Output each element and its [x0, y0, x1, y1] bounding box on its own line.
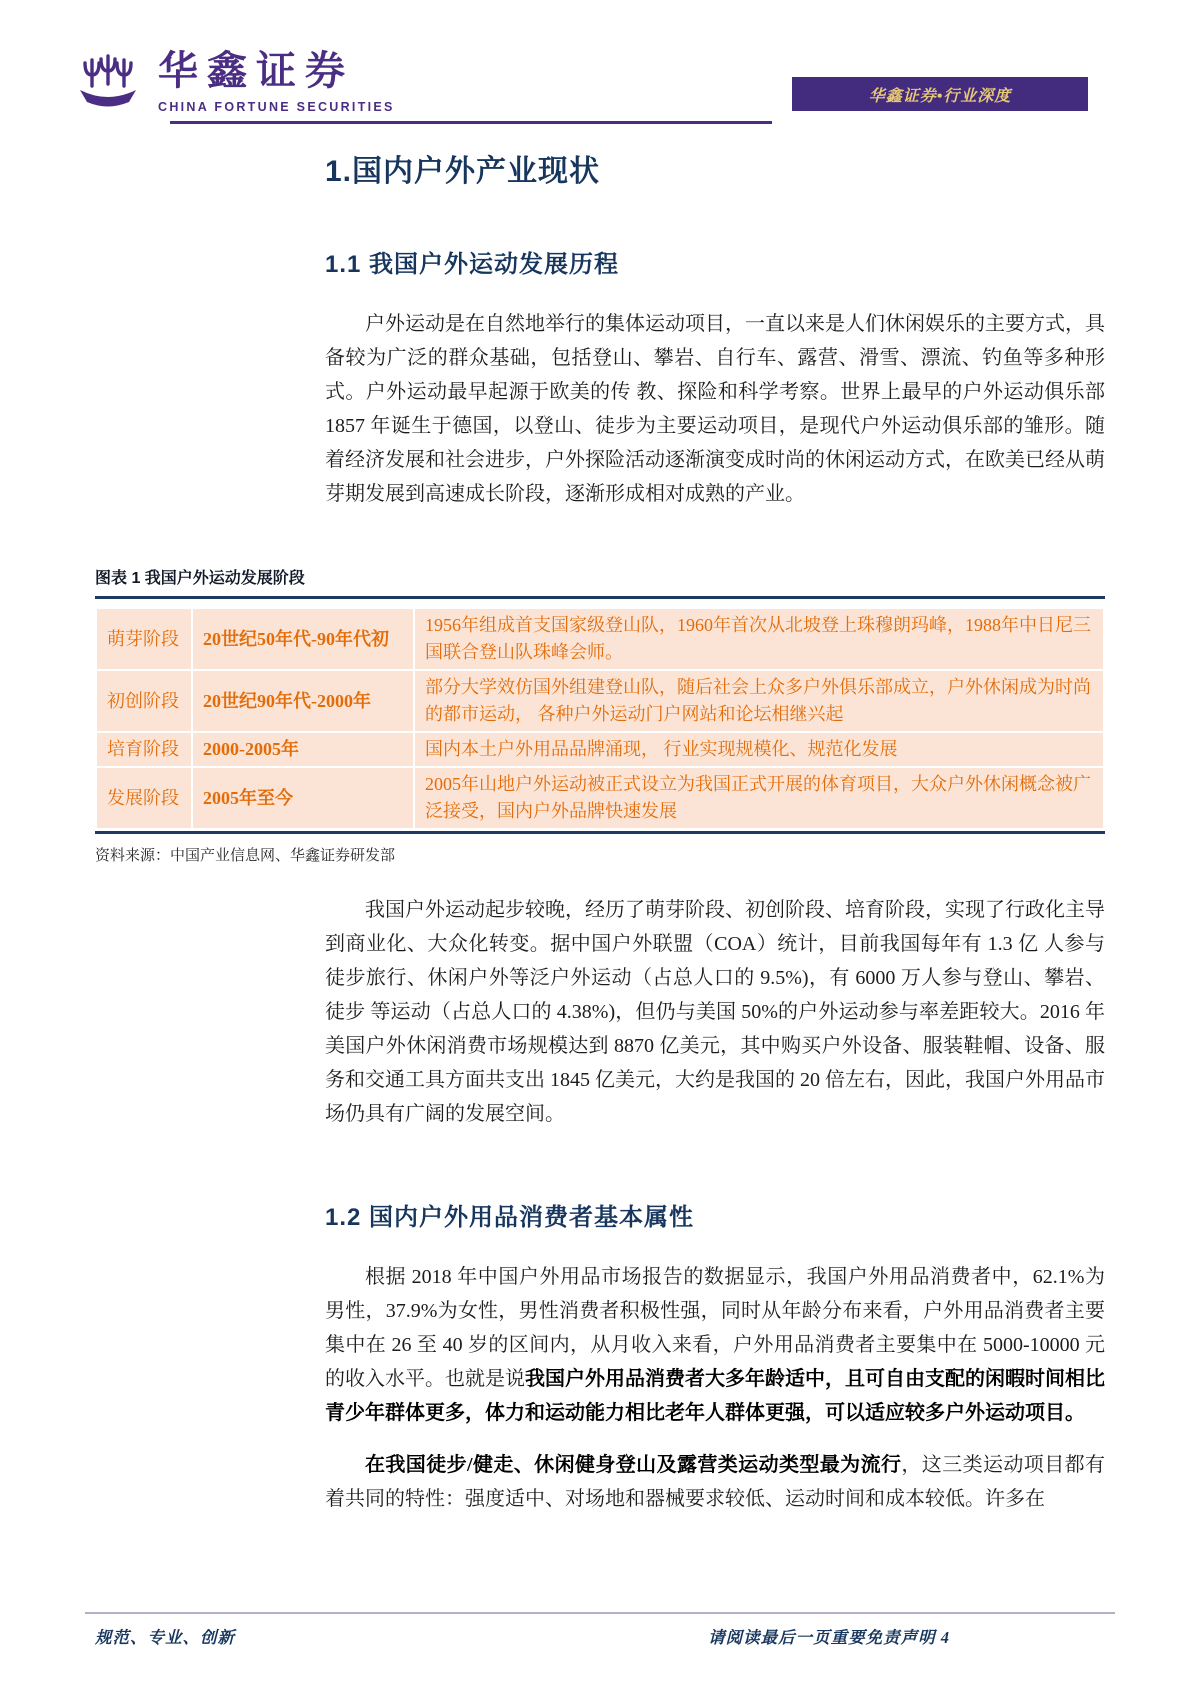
description-cell: 1956年组成首支国家级登山队，1960年首次从北坡登上珠穆朗玛峰，1988年中日尼三国联合登山队珠峰会师。: [414, 608, 1104, 670]
page-footer: [85, 1624, 1115, 1648]
development-stages-table: [95, 607, 1105, 830]
consumer-profile-text: 根据 2018 年中国户外用品市场报告的数据显示，我国户外用品消费者中，62.1%为男性，37.9%为女性，男性消费者积极性强，同时从年龄分布来看，户外用品消费者主要集中在 26 至 40 岁的区间内，从月收入来看，户外用品消费者主要集中在 5000-10000 元的收入水平。也就是说: [325, 1266, 1105, 1390]
period-cell: 2005年至今: [192, 767, 414, 829]
stage-cell: 萌芽阶段: [96, 608, 192, 670]
figure-1-caption: 图表 1 我国户外运动发展阶段: [95, 565, 1105, 599]
section-1-2-title: 1.2 国内户外用品消费者基本属性: [325, 1204, 695, 1231]
brand-name-en: CHINA FORTUNE SECURITIES: [158, 100, 395, 114]
period-cell: 20世纪90年代-2000年: [192, 670, 414, 732]
figure-1: [95, 565, 1105, 865]
stage-cell: 培育阶段: [96, 732, 192, 767]
paragraph-popular-sports: [325, 1448, 1105, 1516]
footer-slogan: 规范、专业、创新: [95, 1628, 235, 1647]
popular-sports-emphasis: 在我国徒步/健走、休闲健身登山及露营类运动类型最为流行: [365, 1454, 902, 1476]
table-row: [96, 608, 1104, 670]
chapter-title: 1.国内户外产业现状: [325, 155, 601, 188]
table-row: [96, 670, 1104, 732]
paragraph-statistics: 我国户外运动起步较晚，经历了萌芽阶段、初创阶段、培育阶段，实现了行政化主导到商业化、大众化转变。据中国户外联盟（COA）统计，目前我国每年有 1.3 亿 人参与徒步旅行、休闲户外等泛户外运动（占总人口的 9.5%)，有 6000 万人参与登山、攀岩、徒步 等运动（占总人口的 4.38%)，但仍与美国 50%的户外运动参与率差距较大。2016 年美国户外休闲消费市场规模达到 8870 亿美元，其中购买户外设备、服装鞋帽、设备、服务和交通工具方面共支出 1845 亿美元，大约是我国的 20 倍左右，因此，我国户外用品市场仍具有广阔的发展空间。: [325, 899, 1105, 1125]
report-body: [95, 0, 1105, 1516]
footer-divider: [85, 1612, 1115, 1614]
description-cell: 国内本土户外用品品牌涌现， 行业实现规模化、规范化发展: [414, 732, 1104, 767]
description-cell: 2005年山地户外运动被正式设立为我国正式开展的体育项目，大众户外休闲概念被广泛接受，国内户外品牌快速发展: [414, 767, 1104, 829]
table-bottom-rule: [95, 831, 1105, 834]
table-row: [96, 732, 1104, 767]
brand-name-cn: 华鑫证券: [158, 49, 354, 93]
stage-cell: 发展阶段: [96, 767, 192, 829]
description-cell: 部分大学效仿国外组建登山队，随后社会上众多户外俱乐部成立，户外休闲成为时尚的都市运动， 各种户外运动门户网站和论坛相继兴起: [414, 670, 1104, 732]
footer-disclaimer-page-number: 请阅读最后一页重要免责声明 4: [708, 1628, 950, 1647]
banner-text: 华鑫证券•行业深度: [868, 87, 1012, 105]
table-row: [96, 767, 1104, 829]
period-cell: 2000-2005年: [192, 732, 414, 767]
popular-sports-text: ，这三类运动项目都有着共同的特性：强度适中、对场地和器械要求较低、运动时间和成本较低。许多在: [325, 1454, 1106, 1510]
consumer-profile-emphasis: 我国户外用品消费者大多年龄适中，且可自由支配的闲暇时间相比青少年群体更多，体力和运动能力相比老年人群体更强，可以适应较多户外运动项目。: [325, 1368, 1105, 1424]
stage-cell: 初创阶段: [96, 670, 192, 732]
section-1-1-title: 1.1 我国户外运动发展历程: [325, 251, 620, 278]
period-cell: 20世纪50年代-90年代初: [192, 608, 414, 670]
paragraph-history: 户外运动是在自然地举行的集体运动项目，一直以来是人们休闲娱乐的主要方式，具备较为广泛的群众基础，包括登山、攀岩、自行车、露营、滑雪、漂流、钓鱼等多种形式。户外运动最早起源于欧美的传 教、探险和科学考察。世界上最早的户外运动俱乐部 1857 年诞生于德国，以登山、徒步为主要运动项目，是现代户外运动俱乐部的雏形。随着经济发展和社会进步，户外探险活动逐渐演变成时尚的休闲运动方式，在欧美已经从萌芽期发展到高速成长阶段，逐渐形成相对成熟的产业。: [325, 313, 1105, 505]
figure-1-source: 资料来源：中国产业信息网、华鑫证券研发部: [95, 848, 396, 864]
paragraph-consumer-profile: [325, 1260, 1105, 1430]
